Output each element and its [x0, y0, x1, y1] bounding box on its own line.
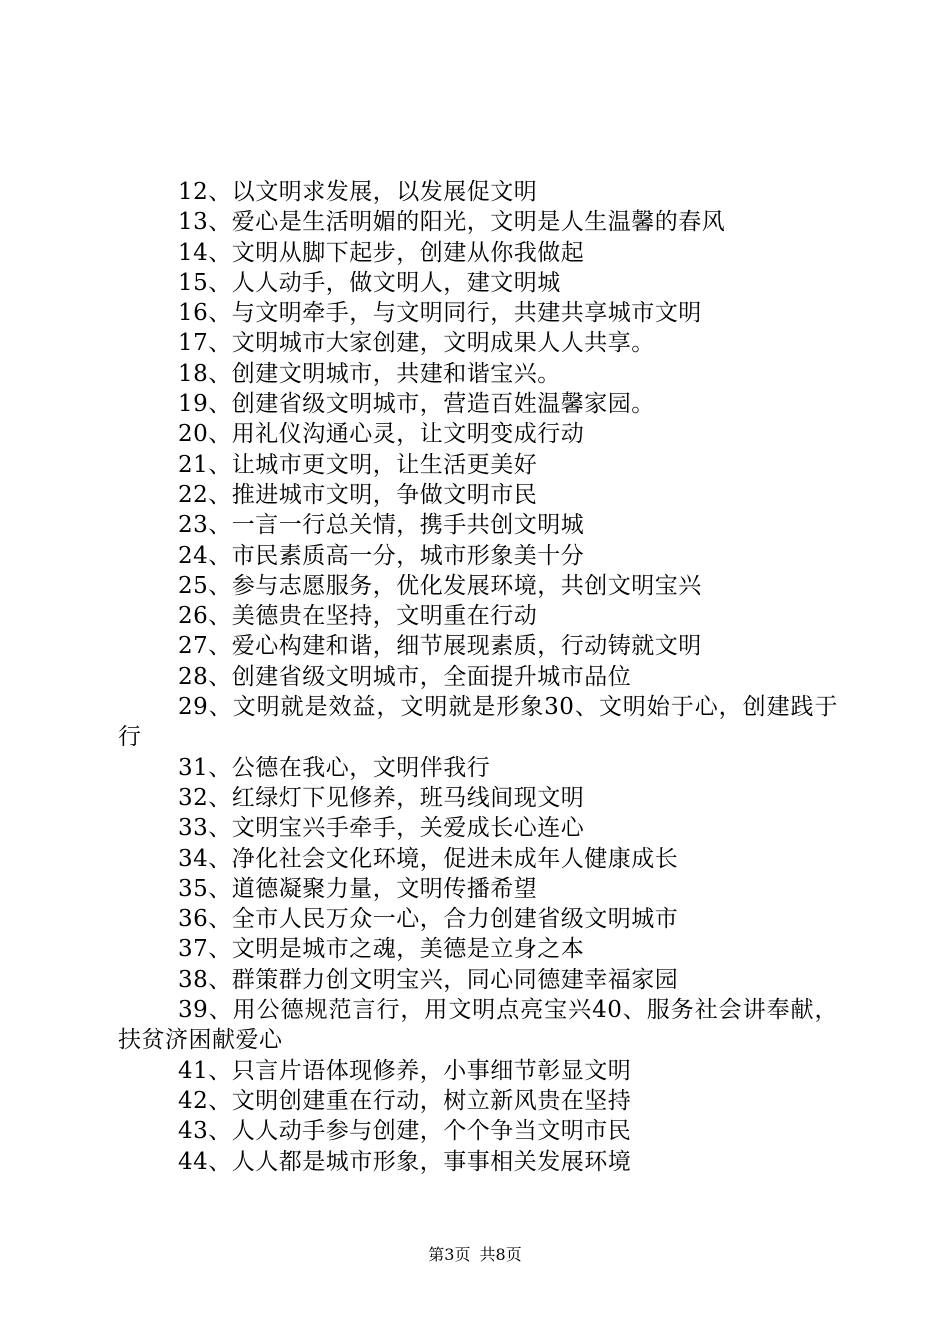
- list-item: 34、净化社会文化环境，促进未成年人健康成长: [178, 845, 679, 872]
- list-item: 16、与文明牵手，与文明同行，共建共享城市文明: [178, 300, 702, 327]
- list-item: 25、参与志愿服务，优化发展环境，共创文明宝兴: [178, 572, 702, 599]
- list-item: 27、爱心构建和谐，细节展现素质，行动铸就文明: [178, 633, 702, 660]
- list-item: 42、文明创建重在行动，树立新风贵在坚持: [178, 1087, 632, 1114]
- list-item: 33、文明宝兴手牵手，关爱成长心连心: [178, 815, 585, 842]
- list-item: 35、道德凝聚力量，文明传播希望: [178, 875, 538, 902]
- list-item: 36、全市人民万众一心，合力创建省级文明城市: [178, 906, 679, 933]
- list-item: 21、让城市更文明，让生活更美好: [178, 451, 538, 478]
- list-item: 39、用公德规范言行，用文明点亮宝兴40、服务社会讲奉献，扶贫济困献爱心: [118, 997, 838, 1054]
- list-item: 24、市民素质高一分，城市形象美十分: [178, 542, 585, 569]
- list-item: 26、美德贵在坚持，文明重在行动: [178, 603, 538, 630]
- list-item: 31、公德在我心，文明伴我行: [178, 754, 491, 781]
- list-item: 28、创建省级文明城市，全面提升城市品位: [178, 663, 632, 690]
- list-item: 12、以文明求发展，以发展促文明: [178, 179, 538, 205]
- list-item: 43、人人动手参与创建，个个争当文明市民: [178, 1118, 632, 1145]
- list-item: 37、文明是城市之魂，美德是立身之本: [178, 936, 585, 963]
- list-item: 14、文明从脚下起步，创建从你我做起: [178, 239, 585, 266]
- list-item: 17、文明城市大家创建，文明成果人人共享。: [178, 330, 655, 357]
- list-item: 13、爱心是生活明媚的阳光，文明是人生温馨的春风: [178, 209, 726, 236]
- list-item: 44、人人都是城市形象，事事相关发展环境: [178, 1148, 632, 1175]
- slogan-list: [118, 177, 838, 1177]
- page-number: 第3页: [428, 1245, 471, 1264]
- list-item: 19、创建省级文明城市，营造百姓温馨家园。: [178, 391, 655, 418]
- list-item: 15、人人动手，做文明人，建文明城: [178, 269, 561, 296]
- list-item: 18、创建文明城市，共建和谐宝兴。: [178, 360, 561, 387]
- page-footer: [0, 1245, 950, 1265]
- page-total: 共8页: [479, 1245, 522, 1264]
- list-item: 22、推进城市文明，争做文明市民: [178, 481, 538, 508]
- list-item: 41、只言片语体现修养，小事细节彰显文明: [178, 1057, 632, 1084]
- list-item: 32、红绿灯下见修养，班马线间现文明: [178, 784, 585, 811]
- list-item: 29、文明就是效益，文明就是形象30、文明始于心，创建践于行: [118, 694, 838, 751]
- list-item: 38、群策群力创文明宝兴，同心同德建幸福家园: [178, 966, 679, 993]
- list-item: 20、用礼仪沟通心灵，让文明变成行动: [178, 421, 585, 448]
- list-item: 23、一言一行总关情，携手共创文明城: [178, 512, 585, 539]
